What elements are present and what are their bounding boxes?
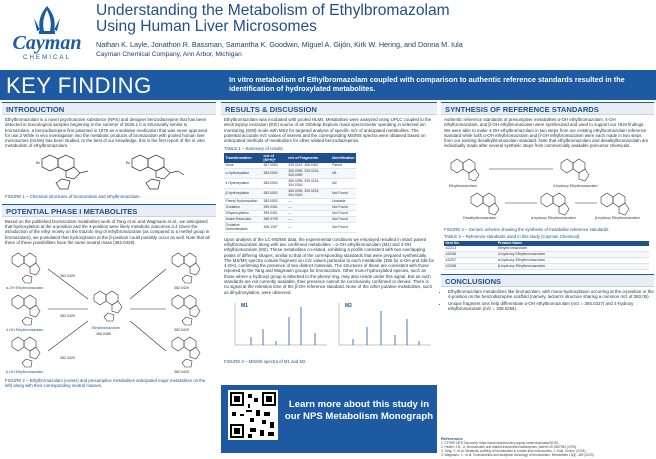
svg-text:M1: M1 [241, 302, 248, 309]
svg-text:Cayman: Cayman [12, 32, 82, 54]
table-cell: 305.1397 [262, 222, 287, 232]
svg-text:Ethylbromazolam: Ethylbromazolam [449, 183, 477, 188]
table-cell: 4-hydroxy Ethylbromazolam [496, 251, 649, 257]
phase1-heading: POTENTIAL PHASE I METABOLITES [2, 204, 216, 217]
svg-text:4-OH Ethylbromazolam: 4-OH Ethylbromazolam [6, 328, 44, 333]
table-cell: Not Found [331, 204, 356, 210]
svg-text:Br: Br [126, 159, 130, 165]
table-row [224, 168, 356, 178]
synthesis-heading: SYNTHESIS OF REFERENCE STANDARDS [441, 102, 654, 115]
table-cell: 383.0502 [262, 178, 287, 188]
table-cell: — [287, 204, 331, 210]
poster-header [0, 0, 656, 70]
table-cell: Unstable [331, 198, 356, 204]
table-cell: β-Hydroxylation [224, 188, 262, 198]
table-cell: 365.0395, 339.0224, 304.0316 [287, 188, 331, 198]
table-row [224, 188, 356, 198]
svg-text:382.0429: 382.0429 [60, 356, 75, 361]
synthesis-text: Authentic reference standards of presumptive metabolites α-OH ethylbromazolam, 4-OH ethylbromazolam, and β-OH ethylbromazolam were synthesized and used to support our HLM findings. We were able to make 4-OH ethylbromazolam in two steps from our existing ethylbromazolam reference standard while both α-OH ethylbromazolam and β-OH ethylbromazolam were each made in two steps from our existing desalkylbromazolam standard. Note that ethylbromazolam and desalkylbromazolam are individually made after several synthetic steps from commercially available precursor chemicals. [444, 117, 649, 149]
svg-text:Ethylbromazolam: Ethylbromazolam [92, 326, 120, 331]
table-cell: 399.0451 [262, 204, 287, 210]
key-finding-label: KEY FINDING [6, 73, 152, 98]
table-row [224, 222, 356, 232]
table-cell: Oxidative Debromination [224, 222, 262, 232]
table-cell: 383.0502 [262, 168, 287, 178]
figure4-caption: FIGURE 4 – Generic scheme showing the synthesis of metabolite reference standards. [444, 226, 610, 232]
table-cell: Dihydroxylation [224, 210, 262, 216]
table-cell: 365.0395, 339.0224, 326.0359 [287, 168, 331, 178]
key-finding-text: In vitro metabolism of Ethylbromazolam coupled with comparison to authentic reference standards resulted in the identification of hydroxylated metabolites. [229, 75, 625, 93]
table1-header: m/z of Fragments [287, 153, 331, 162]
table-cell: 383.0502 [262, 198, 287, 204]
table-cell: Not Found [331, 188, 356, 198]
table2-header: Item No. [444, 241, 496, 246]
phase1-text: Based on the published bromazolam metabolism work of Tang et al. and Wagmann et al., we anticipated that hydroxylation at the α-position and the 4-position were likely metabolic outcomes.3,4 Given the introduction of the ethyl moiety on the triazolo ring of ethylbromazolam (as compared to a methyl group in bromazolam), we postulated that hydroxylation at the β-position could possibly occur as well. Note that all three of these possibilities have the same neutral mass (382.0429). [5, 218, 210, 245]
table-cell: 4-Hydroxylation [224, 178, 262, 188]
table-cell: None [224, 163, 262, 169]
table-cell: 42213 [444, 246, 496, 252]
table-cell: 339.0242, 288.0367 [287, 163, 331, 169]
table2-header: Product Name [496, 241, 649, 246]
table-cell: 365.0395, 339.0224, 304.0316 [287, 178, 331, 188]
column-left [2, 102, 216, 389]
affiliation: Cayman Chemical Company, Ann Arbor, Michigan [96, 51, 242, 58]
svg-text:382.0429: 382.0429 [174, 286, 189, 291]
table-cell: 367.0553 [262, 163, 287, 169]
introduction-heading: INTRODUCTION [2, 102, 216, 115]
poster-title: Understanding the Metabolism of Ethylbromazolam Using Human Liver Microsomes [96, 2, 450, 35]
table-cell: 369.0709 [262, 216, 287, 222]
table-cell: 43258 [444, 263, 496, 269]
svg-text:Desalkylbromazolam: Desalkylbromazolam [463, 215, 497, 220]
table1-header: Transformation [224, 153, 262, 162]
table-cell: Ethylbromazolam [496, 246, 649, 252]
table-row [224, 178, 356, 188]
table-cell: — [287, 198, 331, 204]
introduction-text: Ethylbromazolam is a novel psychoactive substance (NPS) and designer benzodiazepine that has been detected in toxicological samples beginning in the summer of 2025.1 It is structurally similar to bromazolam, a benzodiazepine first patented in 1976 as a sedative medication that was never approved for use.2 While in vivo investigation into the metabolic products of bromazolam with pooled human liver microsomes (HLMs) has been studied, to the best of our knowledge, this is the first report of the in vitro metabolism of ethylbromazolam. [5, 117, 208, 149]
table2-caption: TABLE 2 – Reference standards used in this study (Cayman Chemical). [444, 233, 581, 239]
conclusions-list [441, 289, 654, 312]
results-text-2: Upon analysis of the LC-MS/MS data, the experimental conditions we employed resulted in intact parent ethylbromazolam along with two confirmed metabolites – α-OH ethylbromazolam (M1) and 4-OH ethylbromazolam (M2). These metabolites co-eluted, exhibiting a profile consistent with two overlapping peaks of differing shapes, similar to that of the corresponding standards that were prepared synthetically. The MS/MS spectra contain fragment ion m/z values particular to each metabolite (355 for α-OH and 338 for 4-OH), confirming the presence of two distinct materials. The structures of these are consistent with those reported by the Tang and Wagmann groups for bromazolam. Other mono-hydroxylated species, such as those where a hydroxyl group is attached to the phenyl ring, may also reside under this signal. But as such standards are not currently available, their presence cannot be conclusively confirmed or denied. There is no signal at the retention time of the β-OH reference standard. None of the other putative metabolites, such as dihydroxylation, were observed. [224, 236, 434, 295]
figure4-scheme [441, 151, 654, 221]
svg-text:4-hydroxy Ethylbromazolam: 4-hydroxy Ethylbromazolam [553, 183, 598, 188]
references [441, 437, 654, 457]
reference-item: 3. Tang, Y., et al. Metabolic profiling of bromazolam in human liver microsomes. J. Anal. Toxicol. (2024). [441, 449, 587, 453]
svg-text:Br: Br [36, 159, 40, 165]
table-cell: 43256 [444, 251, 496, 257]
conclusion-item: • Unique fragment ions help differentiate α-OH ethylbromazolam (m/z = 355.0327) and 4-hydroxy ethylbromazolam (m/z = 338.0266). [448, 301, 654, 312]
figure3-caption: FIGURE 3 – MS/MS spectra of M1 and M2. [224, 358, 307, 364]
svg-text:CHEMICAL: CHEMICAL [23, 54, 71, 61]
svg-text:α-hydroxy Ethylbromazolam: α-hydroxy Ethylbromazolam [531, 215, 576, 220]
table-cell: α-Hydroxylation [224, 168, 262, 178]
svg-text:M2: M2 [345, 302, 352, 309]
table-cell: — [287, 222, 331, 232]
table1-caption: TABLE 1 – Summary of results. [224, 146, 284, 152]
table-cell: — [287, 210, 331, 216]
table-cell: Not Found [331, 222, 356, 232]
svg-text:366.0480: 366.0480 [96, 332, 111, 337]
table1-header: m/z of [M+H]+ [262, 153, 287, 162]
cayman-logo [6, 4, 88, 66]
authors: Nathan K. Layle, Jonathon R. Bassman, Samantha K. Goodwin, Miguel A. Gijón, Kirk W. Hering, and Donna M. Iula [96, 40, 463, 49]
results-table [224, 153, 356, 232]
svg-text:382.0429: 382.0429 [60, 314, 75, 319]
table1-header: Identification [331, 153, 356, 162]
results-heading: RESULTS & DISCUSSION [221, 102, 437, 115]
table-cell: 43257 [444, 257, 496, 263]
table-cell: β-hydroxy Ethylbromazolam [496, 263, 649, 269]
reference-standards-table [444, 241, 649, 270]
table-row [444, 263, 649, 269]
svg-text:β-hydroxy Ethylbromazolam: β-hydroxy Ethylbromazolam [595, 215, 640, 220]
table-cell: Oxidation [224, 204, 262, 210]
table-cell: α-hydroxy Ethylbromazolam [496, 257, 649, 263]
figure3-spectra [221, 297, 437, 353]
table-cell: Not Found [331, 210, 356, 216]
conclusions-heading: CONCLUSIONS [441, 274, 654, 287]
table-cell: 399.0451 [262, 210, 287, 216]
reference-item: 2. Hester, J.B., Jr. Bromazolam and related triazolobenzodiazepines; patent US 3987052 (1976). [441, 445, 578, 449]
figure1-caption: FIGURE 1 – Chemical structures of bromazolam and ethylbromazolam. [5, 193, 141, 199]
table-cell: M1 [331, 168, 356, 178]
table-cell: — [287, 216, 331, 222]
table-cell: M2 [331, 178, 356, 188]
reference-item: 4. Wagmann, L., et al. Toxicokinetics and analytical toxicology of bromazolam. Metabolites 13(4), 469 (2023). [441, 453, 595, 457]
cta-text[interactable]: Learn more about this study in our NPS Metabolism Monograph [284, 399, 434, 422]
column-middle [221, 102, 437, 365]
results-text: Ethylbromazolam was incubated with pooled HLMs. Metabolites were analyzed using UPLC coupled to the electrospray ionization (ESI) source of an Orbitrap Exploris mass spectrometer operating in selected ion monitoring (SIM) mode with MS2 for targeted analysis of specific m/z of anticipated metabolites. The potential accurate m/z values of interest and the corresponding MS/MS spectra were obtained based on anticipated methods of metabolism for other related benzodiazepines. [224, 117, 432, 144]
references-heading: References [441, 436, 463, 441]
figure2-caption: FIGURE 2 – Ethylbromazolam (center) and presumptive metabolites anticipated major metabolites on the left) along with their corresponding neutral masses. [5, 378, 206, 389]
svg-text:β-OH Ethylbromazolam: β-OH Ethylbromazolam [6, 370, 44, 375]
qr-code-icon[interactable] [228, 390, 278, 440]
svg-text:382.0429: 382.0429 [174, 370, 189, 375]
svg-text:α-OH Ethylbromazolam: α-OH Ethylbromazolam [6, 286, 44, 291]
figure2-metabolites [2, 247, 216, 377]
figure1-structures [2, 151, 216, 193]
conclusion-item: • Ethylbromazolam metabolizes like bromazolam, with mono-hydroxylation occurring at the α-position or the 4-position on the benzodiazepine scaffold (namely, lactam's structure sharing a common m/z of 383.05). [448, 289, 654, 300]
column-right [441, 102, 654, 313]
table-cell: Phenyl Hydroxylation [224, 198, 262, 204]
table-cell: Not Found [331, 216, 356, 222]
table-cell: Parent [331, 163, 356, 169]
table-cell: 383.0502 [262, 188, 287, 198]
svg-text:382.0429: 382.0429 [174, 328, 189, 333]
svg-text:382.0429: 382.0429 [60, 274, 75, 279]
reference-item: 1. CFSRE NPS Discovery. https://www.npsdiscovery.org/wp-content/uploads/2025/... [441, 441, 561, 445]
table-cell: Amine Reduction [224, 216, 262, 222]
